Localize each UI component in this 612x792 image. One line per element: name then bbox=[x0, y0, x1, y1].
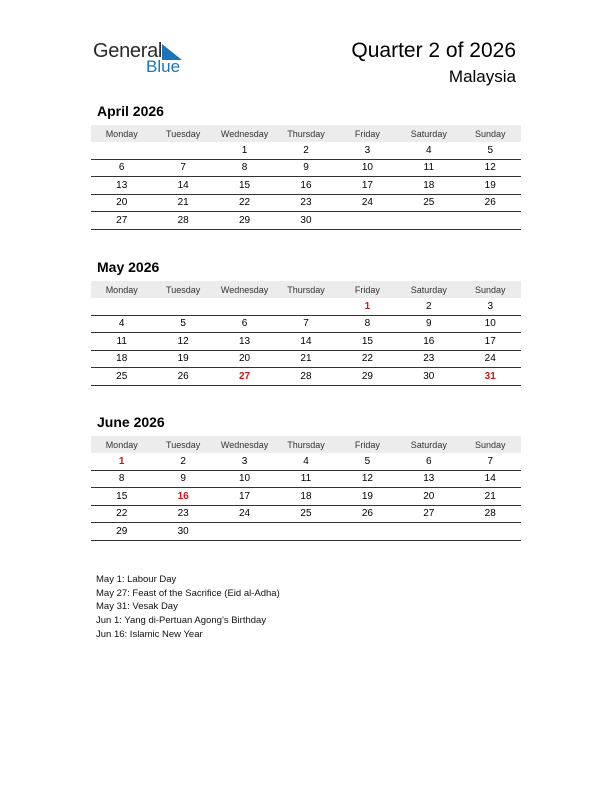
week-row bbox=[91, 351, 521, 369]
holiday-note: Jun 1: Yang di-Pertuan Agong’s Birthday bbox=[96, 615, 267, 627]
date-cell: 16 bbox=[423, 335, 435, 347]
date-cell: 23 bbox=[423, 353, 435, 365]
date-cell: 7 bbox=[180, 162, 186, 174]
date-cell: 23 bbox=[300, 197, 312, 209]
week-row bbox=[91, 488, 521, 506]
weekday-label: Monday bbox=[105, 128, 138, 139]
holiday-date-cell: 16 bbox=[177, 490, 189, 502]
weekday-label: Monday bbox=[105, 284, 138, 295]
weekday-label: Sunday bbox=[474, 128, 506, 139]
date-cell: 21 bbox=[300, 353, 312, 365]
date-cell: 16 bbox=[300, 179, 312, 191]
date-cell: 24 bbox=[238, 508, 251, 520]
date-cell: 13 bbox=[423, 473, 435, 485]
date-cell: 29 bbox=[238, 214, 251, 226]
date-cell: 11 bbox=[116, 335, 127, 347]
weekday-header-row bbox=[91, 125, 521, 142]
week-row bbox=[91, 368, 521, 386]
week-row bbox=[91, 142, 521, 160]
date-cell: 18 bbox=[423, 179, 435, 191]
date-cell: 25 bbox=[116, 370, 128, 382]
date-cell: 11 bbox=[300, 473, 312, 485]
date-cell: 3 bbox=[241, 455, 248, 467]
date-cell: 2 bbox=[426, 300, 432, 312]
weekday-label: Thursday bbox=[287, 439, 325, 450]
holiday-date-cell: 31 bbox=[484, 370, 496, 382]
date-cell: 30 bbox=[423, 370, 435, 382]
date-cell: 24 bbox=[361, 197, 373, 209]
date-cell: 26 bbox=[361, 508, 373, 520]
weekday-label: Wednesday bbox=[220, 284, 269, 295]
date-cell: 12 bbox=[361, 473, 373, 485]
date-cell: 15 bbox=[116, 490, 128, 502]
date-cell: 4 bbox=[426, 144, 432, 156]
date-cell: 28 bbox=[177, 214, 189, 226]
date-cell: 22 bbox=[361, 353, 373, 365]
week-row bbox=[91, 523, 521, 541]
date-cell: 10 bbox=[361, 162, 373, 174]
month-april bbox=[91, 103, 521, 230]
weekday-label: Sunday bbox=[474, 439, 506, 450]
weekday-label: Sunday bbox=[474, 284, 506, 295]
date-cell: 22 bbox=[116, 508, 128, 520]
date-cell: 5 bbox=[180, 318, 186, 330]
date-cell: 5 bbox=[364, 455, 371, 467]
date-cell: 9 bbox=[426, 318, 432, 330]
date-cell: 23 bbox=[177, 508, 189, 520]
date-cell: 19 bbox=[177, 353, 189, 365]
holiday-date-cell: 1 bbox=[118, 455, 125, 467]
date-cell: 10 bbox=[484, 318, 496, 330]
date-cell: 14 bbox=[177, 179, 189, 191]
date-cell: 25 bbox=[423, 197, 435, 209]
date-cell: 15 bbox=[361, 335, 373, 347]
date-cell: 3 bbox=[364, 144, 371, 156]
date-cell: 19 bbox=[484, 179, 496, 191]
weekday-header-row bbox=[91, 436, 521, 453]
weekday-label: Friday bbox=[354, 439, 380, 450]
weekday-label: Thursday bbox=[287, 128, 325, 139]
holiday-note: May 1: Labour Day bbox=[96, 574, 177, 585]
date-cell: 8 bbox=[118, 473, 125, 485]
weekday-label: Saturday bbox=[410, 284, 447, 295]
date-cell: 2 bbox=[303, 144, 309, 156]
date-cell: 28 bbox=[484, 508, 496, 520]
page-title: Quarter 2 of 2026 bbox=[351, 39, 516, 62]
date-cell: 27 bbox=[116, 214, 128, 226]
date-cell: 19 bbox=[361, 490, 373, 502]
generalblue-logo bbox=[93, 40, 193, 80]
month-may bbox=[91, 259, 521, 386]
date-cell: 4 bbox=[118, 318, 125, 330]
week-row bbox=[91, 453, 521, 471]
date-cell: 12 bbox=[177, 335, 189, 347]
date-cell: 25 bbox=[300, 508, 312, 520]
date-cell: 3 bbox=[487, 300, 494, 312]
date-cell: 30 bbox=[177, 525, 189, 537]
weekday-label: Wednesday bbox=[220, 439, 269, 450]
logo-text-general: General bbox=[93, 40, 163, 62]
date-cell: 20 bbox=[116, 197, 128, 209]
date-cell: 4 bbox=[303, 455, 309, 467]
week-row bbox=[91, 298, 521, 316]
week-row bbox=[91, 212, 521, 230]
date-cell: 11 bbox=[423, 162, 435, 174]
date-cell: 26 bbox=[177, 370, 189, 382]
date-cell: 20 bbox=[238, 353, 251, 365]
date-cell: 9 bbox=[303, 162, 309, 174]
date-cell: 26 bbox=[484, 197, 496, 209]
weekday-label: Saturday bbox=[410, 439, 447, 450]
date-cell: 10 bbox=[238, 473, 251, 485]
date-cell: 5 bbox=[487, 144, 494, 156]
date-cell: 8 bbox=[241, 162, 248, 174]
week-row bbox=[91, 471, 521, 489]
week-row bbox=[91, 160, 521, 178]
date-cell: 14 bbox=[300, 335, 312, 347]
week-row bbox=[91, 333, 521, 351]
date-cell: 21 bbox=[177, 197, 189, 209]
weekday-label: Tuesday bbox=[166, 128, 201, 139]
date-cell: 17 bbox=[484, 335, 496, 347]
date-cell: 28 bbox=[300, 370, 312, 382]
date-cell: 17 bbox=[361, 179, 373, 191]
weekday-label: Friday bbox=[354, 284, 380, 295]
date-cell: 29 bbox=[361, 370, 373, 382]
holiday-note: Jun 16: Islamic New Year bbox=[96, 628, 203, 640]
date-cell: 15 bbox=[238, 179, 251, 191]
date-cell: 20 bbox=[423, 490, 435, 502]
weekday-label: Monday bbox=[105, 439, 138, 450]
date-cell: 18 bbox=[300, 490, 312, 502]
weekday-label: Tuesday bbox=[166, 439, 201, 450]
date-cell: 6 bbox=[118, 162, 125, 174]
date-cell: 18 bbox=[116, 353, 128, 365]
date-cell: 8 bbox=[364, 318, 371, 330]
date-cell: 21 bbox=[484, 490, 496, 502]
date-cell: 12 bbox=[484, 162, 496, 174]
date-cell: 1 bbox=[241, 144, 248, 156]
weekday-label: Wednesday bbox=[220, 128, 269, 139]
holiday-date-cell: 1 bbox=[364, 300, 371, 312]
date-cell: 2 bbox=[180, 455, 186, 467]
date-cell: 24 bbox=[484, 353, 496, 365]
date-cell: 6 bbox=[241, 318, 248, 330]
date-cell: 17 bbox=[238, 490, 251, 502]
weekday-label: Tuesday bbox=[166, 284, 201, 295]
date-cell: 7 bbox=[487, 455, 494, 467]
week-row bbox=[91, 195, 521, 213]
week-row bbox=[91, 316, 521, 334]
date-cell: 22 bbox=[238, 197, 251, 209]
weekday-header-row bbox=[91, 281, 521, 298]
date-cell: 13 bbox=[238, 335, 251, 347]
holiday-date-cell: 27 bbox=[238, 370, 251, 382]
date-cell: 7 bbox=[303, 318, 309, 330]
date-cell: 9 bbox=[180, 473, 186, 485]
logo-text-blue: Blue bbox=[146, 57, 181, 76]
weekday-label: Thursday bbox=[287, 284, 325, 295]
date-cell: 13 bbox=[116, 179, 128, 191]
holiday-note: May 27: Feast of the Sacrifice (Eid al-Adha) bbox=[96, 587, 280, 599]
date-cell: 6 bbox=[426, 455, 432, 467]
month-title: May 2026 bbox=[97, 259, 160, 275]
date-cell: 14 bbox=[484, 473, 496, 485]
month-june bbox=[91, 414, 521, 541]
week-row bbox=[91, 506, 521, 524]
holiday-note: May 31: Vesak Day bbox=[96, 601, 178, 613]
month-title: April 2026 bbox=[97, 103, 164, 119]
month-title: June 2026 bbox=[97, 414, 165, 430]
week-row bbox=[91, 177, 521, 195]
date-cell: 29 bbox=[116, 525, 128, 537]
weekday-label: Friday bbox=[354, 128, 380, 139]
date-cell: 30 bbox=[300, 214, 312, 226]
country-name: Malaysia bbox=[448, 67, 516, 86]
weekday-label: Saturday bbox=[410, 128, 447, 139]
holiday-list bbox=[96, 573, 280, 642]
date-cell: 27 bbox=[423, 508, 435, 520]
